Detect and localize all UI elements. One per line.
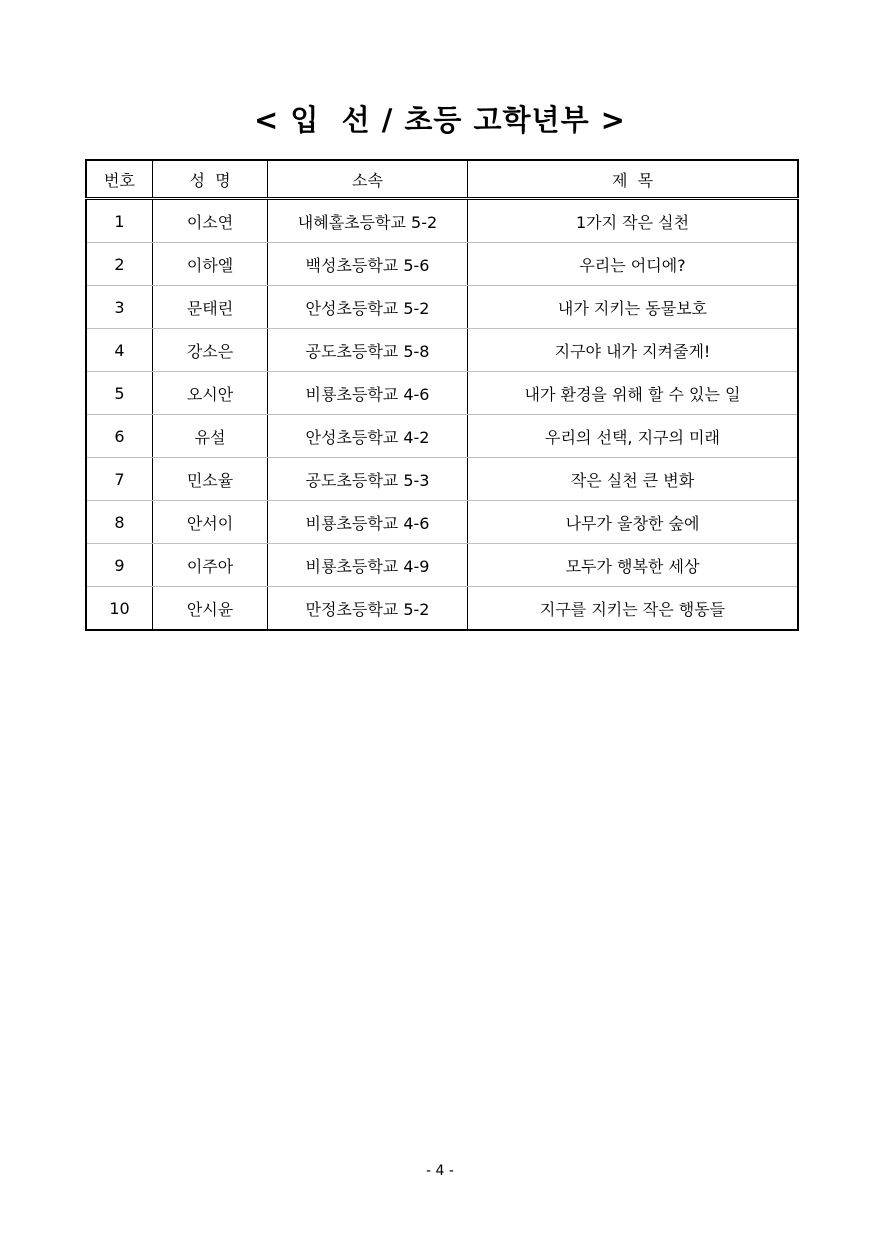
document-title: < 입 선 / 초등 고학년부 >: [254, 103, 626, 137]
row-affiliation: 백성초등학교 5-6: [268, 243, 468, 286]
table-header: [86, 160, 798, 199]
table-row: [86, 199, 798, 243]
table-row: [86, 372, 798, 415]
row-name: 이하엘: [153, 243, 268, 286]
row-title: 나무가 울창한 숲에: [468, 501, 799, 544]
row-title: 모두가 행복한 세상: [468, 544, 799, 587]
table-row: [86, 544, 798, 587]
page-number: - 4 -: [426, 1163, 454, 1179]
row-number: 4: [86, 329, 153, 372]
row-title: 우리는 어디에?: [468, 243, 799, 286]
table-row: [86, 587, 798, 631]
header-row: [86, 160, 798, 199]
row-name: 이주아: [153, 544, 268, 587]
header-name: 성 명: [153, 160, 268, 199]
table-row: [86, 329, 798, 372]
row-number: 10: [86, 587, 153, 631]
row-number: 1: [86, 199, 153, 243]
row-affiliation: 안성초등학교 4-2: [268, 415, 468, 458]
row-title: 지구를 지키는 작은 행동들: [468, 587, 799, 631]
row-name: 민소율: [153, 458, 268, 501]
row-title: 1가지 작은 실천: [468, 199, 799, 243]
row-name: 오시안: [153, 372, 268, 415]
row-name: 강소은: [153, 329, 268, 372]
row-number: 2: [86, 243, 153, 286]
row-affiliation: 비룡초등학교 4-9: [268, 544, 468, 587]
row-title: 우리의 선택, 지구의 미래: [468, 415, 799, 458]
row-number: 9: [86, 544, 153, 587]
awards-table: [85, 159, 799, 631]
table-row: [86, 458, 798, 501]
table-row: [86, 243, 798, 286]
header-title: 제 목: [468, 160, 799, 199]
row-affiliation: 만정초등학교 5-2: [268, 587, 468, 631]
row-title: 내가 지키는 동물보호: [468, 286, 799, 329]
row-number: 6: [86, 415, 153, 458]
table-row: [86, 286, 798, 329]
table-row: [86, 501, 798, 544]
row-number: 7: [86, 458, 153, 501]
row-name: 이소연: [153, 199, 268, 243]
row-affiliation: 공도초등학교 5-8: [268, 329, 468, 372]
row-affiliation: 내혜홀초등학교 5-2: [268, 199, 468, 243]
header-number: 번호: [86, 160, 153, 199]
row-affiliation: 비룡초등학교 4-6: [268, 372, 468, 415]
row-name: 유설: [153, 415, 268, 458]
row-title: 지구야 내가 지켜줄게!: [468, 329, 799, 372]
row-title: 작은 실천 큰 변화: [468, 458, 799, 501]
row-number: 3: [86, 286, 153, 329]
row-name: 안시윤: [153, 587, 268, 631]
header-affiliation: 소속: [268, 160, 468, 199]
table-body: [86, 199, 798, 631]
row-number: 8: [86, 501, 153, 544]
row-title: 내가 환경을 위해 할 수 있는 일: [468, 372, 799, 415]
row-name: 문태린: [153, 286, 268, 329]
row-name: 안서이: [153, 501, 268, 544]
row-affiliation: 비룡초등학교 4-6: [268, 501, 468, 544]
row-affiliation: 안성초등학교 5-2: [268, 286, 468, 329]
row-number: 5: [86, 372, 153, 415]
table-row: [86, 415, 798, 458]
row-affiliation: 공도초등학교 5-3: [268, 458, 468, 501]
